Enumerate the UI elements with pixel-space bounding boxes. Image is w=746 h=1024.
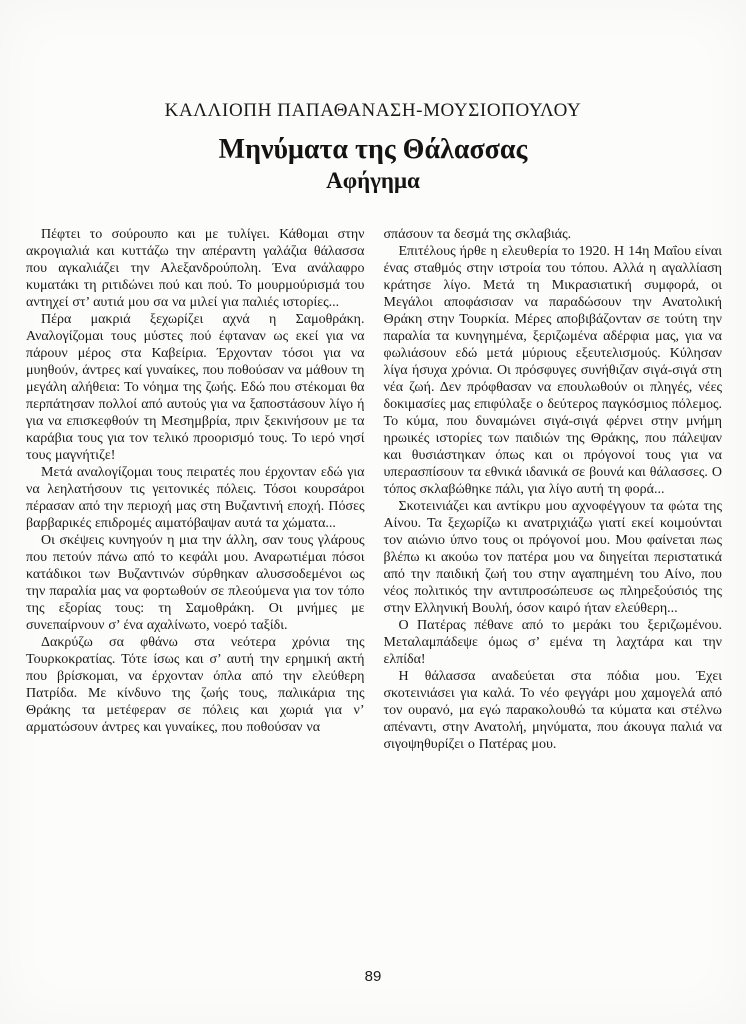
paragraph: σπάσουν τα δεσμά της σκλαβιάς. [383,227,572,242]
paragraph: Σκοτεινιάζει και αντίκρυ μου αχνοφέγγουν τα φώτα της Αίνου. Τα ξεχωρίζω κι ανατριχιάζω γιατί εκεί κοιμούνται τον αιώνιο ύπνο τους οι πρόγονοί μου. Μου φαίνεται πως βλέπω κι ακούω τον πατέρα μου να διηγείται περιστατικά από την παιδική ζωή του στην αγαπημένη του Αίνο, που νέος πολιτικός την αντιπροσώπευσε ως πληρεξούσιός της στην Ελληνική Βουλή, όσον καιρό ήταν ελεύθερη... [383,499,722,616]
paragraph: Πέρα μακριά ξεχωρίζει αχνά η Σαμοθράκη. Αναλογίζομαι τους μύστες πού έφταναν ως εκεί για να πάρουν μέρος στα Καβείρια. Έρχονταν τόσοι για να μυηθούν, άντρες καί γυναίκες, που ποθούσαν να μάθουν τη μεγάλη αλήθεια: Το νόημα της ζωής. Εδώ που στέκομαι θα περπάτησαν πολλοί από αυτούς για να ξαποστάσουν λίγο ή για να επισκεφθούν τη Μεσημβρία, πριν ξεκινήσουν με τα καράβια τους για τον τελικό προορισμό τους. Το ιερό νησί τους μαγνήτιζε! [26,312,365,463]
paragraph: Επιτέλους ήρθε η ελευθερία το 1920. Η 14η Μαΐου είναι ένας σταθμός στην ιστροία του τόπου. Αλλά η αγαλλίαση κράτησε λίγο. Μετά τη Μικρασιατική συμφορά, οι Μεγάλοι αποφάσισαν να παραδώσουν την Ανατολική Θράκη στην Τουρκία. Μέρες αποβιβάζονταν σε τούτη την παραλία τα κυνηγημένα, ξεριζωμένα αδέρφια μας, για να φωλιάσουν εδώ μετά μύριους εξευτελισμούς. Κύλησαν λίγα ήσυχα χρόνια. Οι πρόσφυγες συνήθιζαν σιγά-σιγά στη νέα ζωή. Δεν πρόφθασαν να επουλωθούν οι πληγές, νέες δοκιμασίες μας επιφύλαξε ο δεύτερος παγκόσμιος πόλεμος. Το κύμα, που δυναμώνει σιγά-σιγά φέρνει στην μνήμη ηρωικές ιστορίες των παιδιών της Θράκης, που πάλεψαν και θυσιάστηκαν όπως και οι πρόγονοί τους για να υπερασπίσουν τα εθνικά ιδανικά σε βουνά και θάλασσες. Ο τόπος σκλαβώθηκε πάλι, για λίγο αυτή τη φορά... [383,244,722,497]
page-title: Μηνύματα της Θάλασσας [218,134,528,165]
paragraph: Ο Πατέρας πέθανε από το μεράκι του ξεριζωμένου. Μεταλαμπάδεψε όμως σ’ εμένα τη λαχτάρα και την ελπίδα! [383,618,722,667]
page-number: 89 [364,968,382,985]
paragraph: Οι σκέψεις κυνηγούν η μια την άλλη, σαν τους γλάρους που πετούν πάνω από το κεφάλι μου. Αναρωτιέμαι πόσοι κατάδικοι των Βυζαντινών σύρθηκαν αλυσσοδεμένοι ως την παραλία μας να φορτωθούν σε πλεούμενα για τον τόπο της εξορίας τους: τη Σαμοθράκη. Οι μνήμες με συνεπαίρνουν σ’ ένα αχαλίνωτο, νοερό ταξίδι. [26,533,365,633]
author-name: ΚΑΛΛΙΟΠΗ ΠΑΠΑΘΑΝΑΣΗ-ΜΟΥΣΙΟΠΟΥΛΟΥ [164,100,582,121]
paragraph: Πέφτει το σούρουπο και με τυλίγει. Κάθομαι στην ακρογιαλιά και κυττάζω την απέραντη γαλάζια θάλασσα που αγκαλιάζει την Αλεξανδρούπολη. Ένα ανάλαφρο κυματάκι τη ριτιδώνει πού και πού. Το μουρμούρισμά του αντηχεί στ’ αυτιά μου σα να μιλεί για παλιές ιστορίες... [26,227,365,310]
paragraph: Η θάλασσα αναδεύεται στα πόδια μου. Έχει σκοτεινιάσει για καλά. Το νέο φεγγάρι μου χαμογελά από τον ουρανό, μα εγώ παρακολουθώ τα κύματα και στέλνω απέναντι, στην Ανατολή, μηνύματα, που άκουγα παλιά να σιγοψηθυρίζει ο Πατέρας μου. [383,669,722,752]
paragraph: Μετά αναλογίζομαι τους πειρατές που έρχονταν εδώ για να λεηλατήσουν τις γειτονικές πόλεις. Τόσοι κουρσάροι πέρασαν από την περιοχή μας στη Βυζαντινή εποχή. Πόσες βαρβαρικές επιδρομές αιματόβαψαν αυτά τα χώματα... [26,465,365,531]
page-header [0,100,746,194]
paragraph: Δακρύζω σα φθάνω στα νεότερα χρόνια της Τουρκοκρατίας. Τότε ίσως και σ’ αυτή την ερημική ακτή που βρίσκομαι, να έρχονταν όπλα από την ελεύθερη Πατρίδα. Με κίνδυνο της ζωής τους, παλικάρια της Θράκης τα μετέφεραν σε πόλεις και χωριά για ν’ αρματώσουν άντρες και γυναίκες, που ποθούσαν να [26,635,365,735]
page-subtitle: Αφήγημα [326,168,420,193]
text-columns [26,226,722,753]
right-column [384,226,723,753]
left-column [26,226,365,753]
